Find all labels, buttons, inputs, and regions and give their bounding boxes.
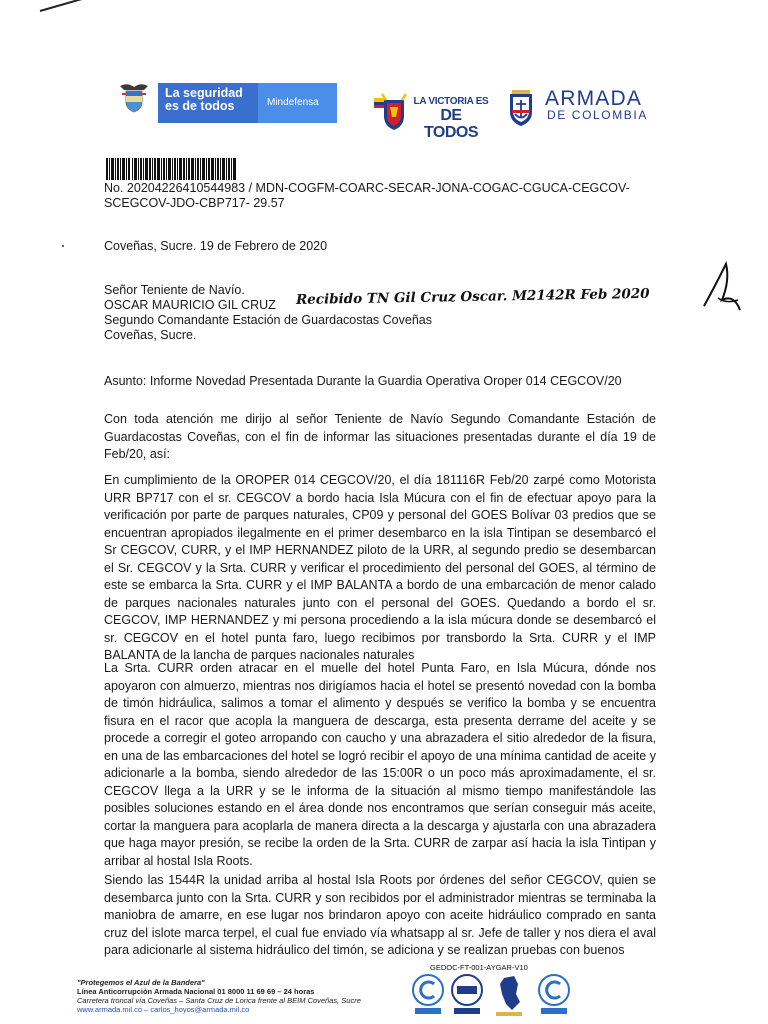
body-paragraph-3: Siendo las 1544R la unidad arriba al hostal Isla Roots por órdenes del señor CEGCOV, quien se desembarca junto con la Srta. CURR y son recibidos por el administrador mientras se terminaba la maniobra de amarre, en ese lugar nos brindaron apoyo con aceite hidráulico comprado en santa cruz del islote marca terpel, el cual fue enviado vía whatsapp al sr. Jefe de taller y nos diera el aval para adicionarle al sistema hidráulico del timón, se adiciona y se realizan pruebas con buenos [104, 873, 656, 957]
iqnet-seal-icon [450, 972, 484, 1018]
document-number-line2: SCEGCOV-JDO-CBP717- 29.57 [104, 196, 285, 210]
form-code: GEDOC-FT-001-AYGAR-V10 [430, 963, 528, 972]
scan-mark [40, 0, 83, 12]
footer-anticorruption-line: Línea Anticorrupción Armada Nacional 01 8000 11 69 69 – 24 horas [77, 987, 315, 996]
subject-line: Asunto: Informe Novedad Presentada Durante la Guardia Operativa Oroper 014 CEGCOV/20 [104, 374, 622, 388]
recipient-role: Segundo Comandante Estación de Guardacostas Coveñas [104, 313, 432, 327]
recipient-title: Señor Teniente de Navío. [104, 283, 245, 297]
armada-brand-subtitle: DE COLOMBIA [547, 108, 648, 122]
armada-anchor-crest-icon [506, 88, 536, 128]
intro-paragraph: Con toda atención me dirijo al señor Teniente de Navío Segundo Comandante Estación de Guardacostas Coveñas, con el fin de informar las situaciones presentadas durante el día 19 de Feb/20, así: [104, 412, 656, 461]
ministry-label: Mindefensa [258, 83, 337, 123]
footer-contact-links: www.armada.mil.co – carlos_hoyos@armada.mil.co [77, 1005, 250, 1014]
body-paragraph-1: En cumplimiento de la OROPER 014 CEGCOV/20, el día 181116R Feb/20 zarpé como Motorista URR BP717 con el sr. CEGCOV a bordo hacia Isla Múcura con el fin de efectuar apoyo para la verificación por parte de parques naturales, CP09 y personal del GOES Bolívar 03 predios que se encuentran apropiados ilegalmente en el primer desembarco en la isla Tintipan se desembarcó el Sr CEGCOV, CURR, y el IMP HERNANDEZ piloto de la URR, al segundo predio se desembarcan el Sr. CEGCOV y la Srta. CURR y verificar el procedimiento del personal del GOES, al término de este se embarca la Srta. CURR y el IMP BALANTA a bordo de una embarcación de menor calado de parques nacionales naturales junto con el personal del GOES. Quedando a bordo el sr. CEGCOV, IMP HERNANDEZ y mi persona procediendo a la isla múcura donde se desembarcó el sr. CEGCOV en el hotel punta faro, luego recibimos por transbordo la Srta. CURR y el IMP BALANTA de la lancha de parques nacionales naturales [104, 473, 656, 662]
barcode-image [106, 158, 236, 180]
handwritten-receipt-note: Recibido TN Gil Cruz Oscar. M2142R Feb 2020 [295, 285, 650, 308]
government-slogan-banner [158, 83, 337, 123]
government-slogan [158, 83, 258, 123]
body-paragraph-2: La Srta. CURR orden atracar en el muelle del hotel Punta Faro, en Isla Múcura, dónde nos apoyaron con almuerzo, mientras nos dirigíamos hacia el hotel se presentó novedad con la bomba de timón hidráulica, salimos a tomar el alimento y después se verifico la bomba y se encuentra fisura en el racor que acopla la manguera de descarga, esta presenta derrame del aceite y se procede a corregir el goteo arropando con caucho y una abrazadera el sitio alrededor de la fisura, en una de las embarcaciones del hotel se logró recibir el apoyo de una mínima cantidad de aceite y adicionarle a la bomba, siendo alrededor de las 15:00R o un poco más aproximadamente, el sr. CEGCOV llega a la URR y se le informa de la situación al mismo tiempo manifestándole las posibles soluciones estando en el área donde nos encontramos que serían conseguir más aceite, cortar la manguera para acoplarla de manera directa a la descarga y ajustarla con una abrazadera que haga mayor presión, se recibe la orden de la Srta. CURR de zarpar así hacia la isla Tintipan y arribar al hostal Isla Roots. [104, 661, 656, 868]
government-slogan-line1: La seguridad [165, 86, 243, 100]
victoria-slogan [412, 96, 490, 141]
scan-dot [62, 245, 64, 247]
quality-certification-seal-icon [537, 972, 571, 1018]
colombia-coat-of-arms-icon [117, 82, 151, 114]
document-number-line1: No. 20204226410544983 / MDN-COGFM-COARC-SECAR-JONA-COGAC-CGUCA-CEGCOV- [104, 181, 630, 195]
place-and-date: Coveñas, Sucre. 19 de Febrero de 2020 [104, 239, 328, 253]
colombia-map-seal-icon [492, 972, 526, 1018]
footer-motto: "Protegemos el Azul de la Bandera" [77, 978, 205, 987]
victoria-shield-icon [374, 92, 412, 132]
armada-brand-title: ARMADA [545, 87, 643, 110]
recipient-name: OSCAR MAURICIO GIL CRUZ [104, 298, 276, 312]
certification-seal-icon [411, 972, 445, 1018]
footer-address: Carretera troncal vía Coveñas – Santa Cruz de Lorica frente al BEIM Coveñas, Sucre [77, 996, 361, 1005]
handwritten-signature [700, 258, 744, 318]
victoria-slogan-line1: LA VICTORIA ES [413, 96, 489, 107]
recipient-city: Coveñas, Sucre. [104, 328, 197, 342]
victoria-slogan-line2: DE TODOS [423, 107, 479, 141]
government-slogan-line2: es de todos [165, 99, 235, 113]
